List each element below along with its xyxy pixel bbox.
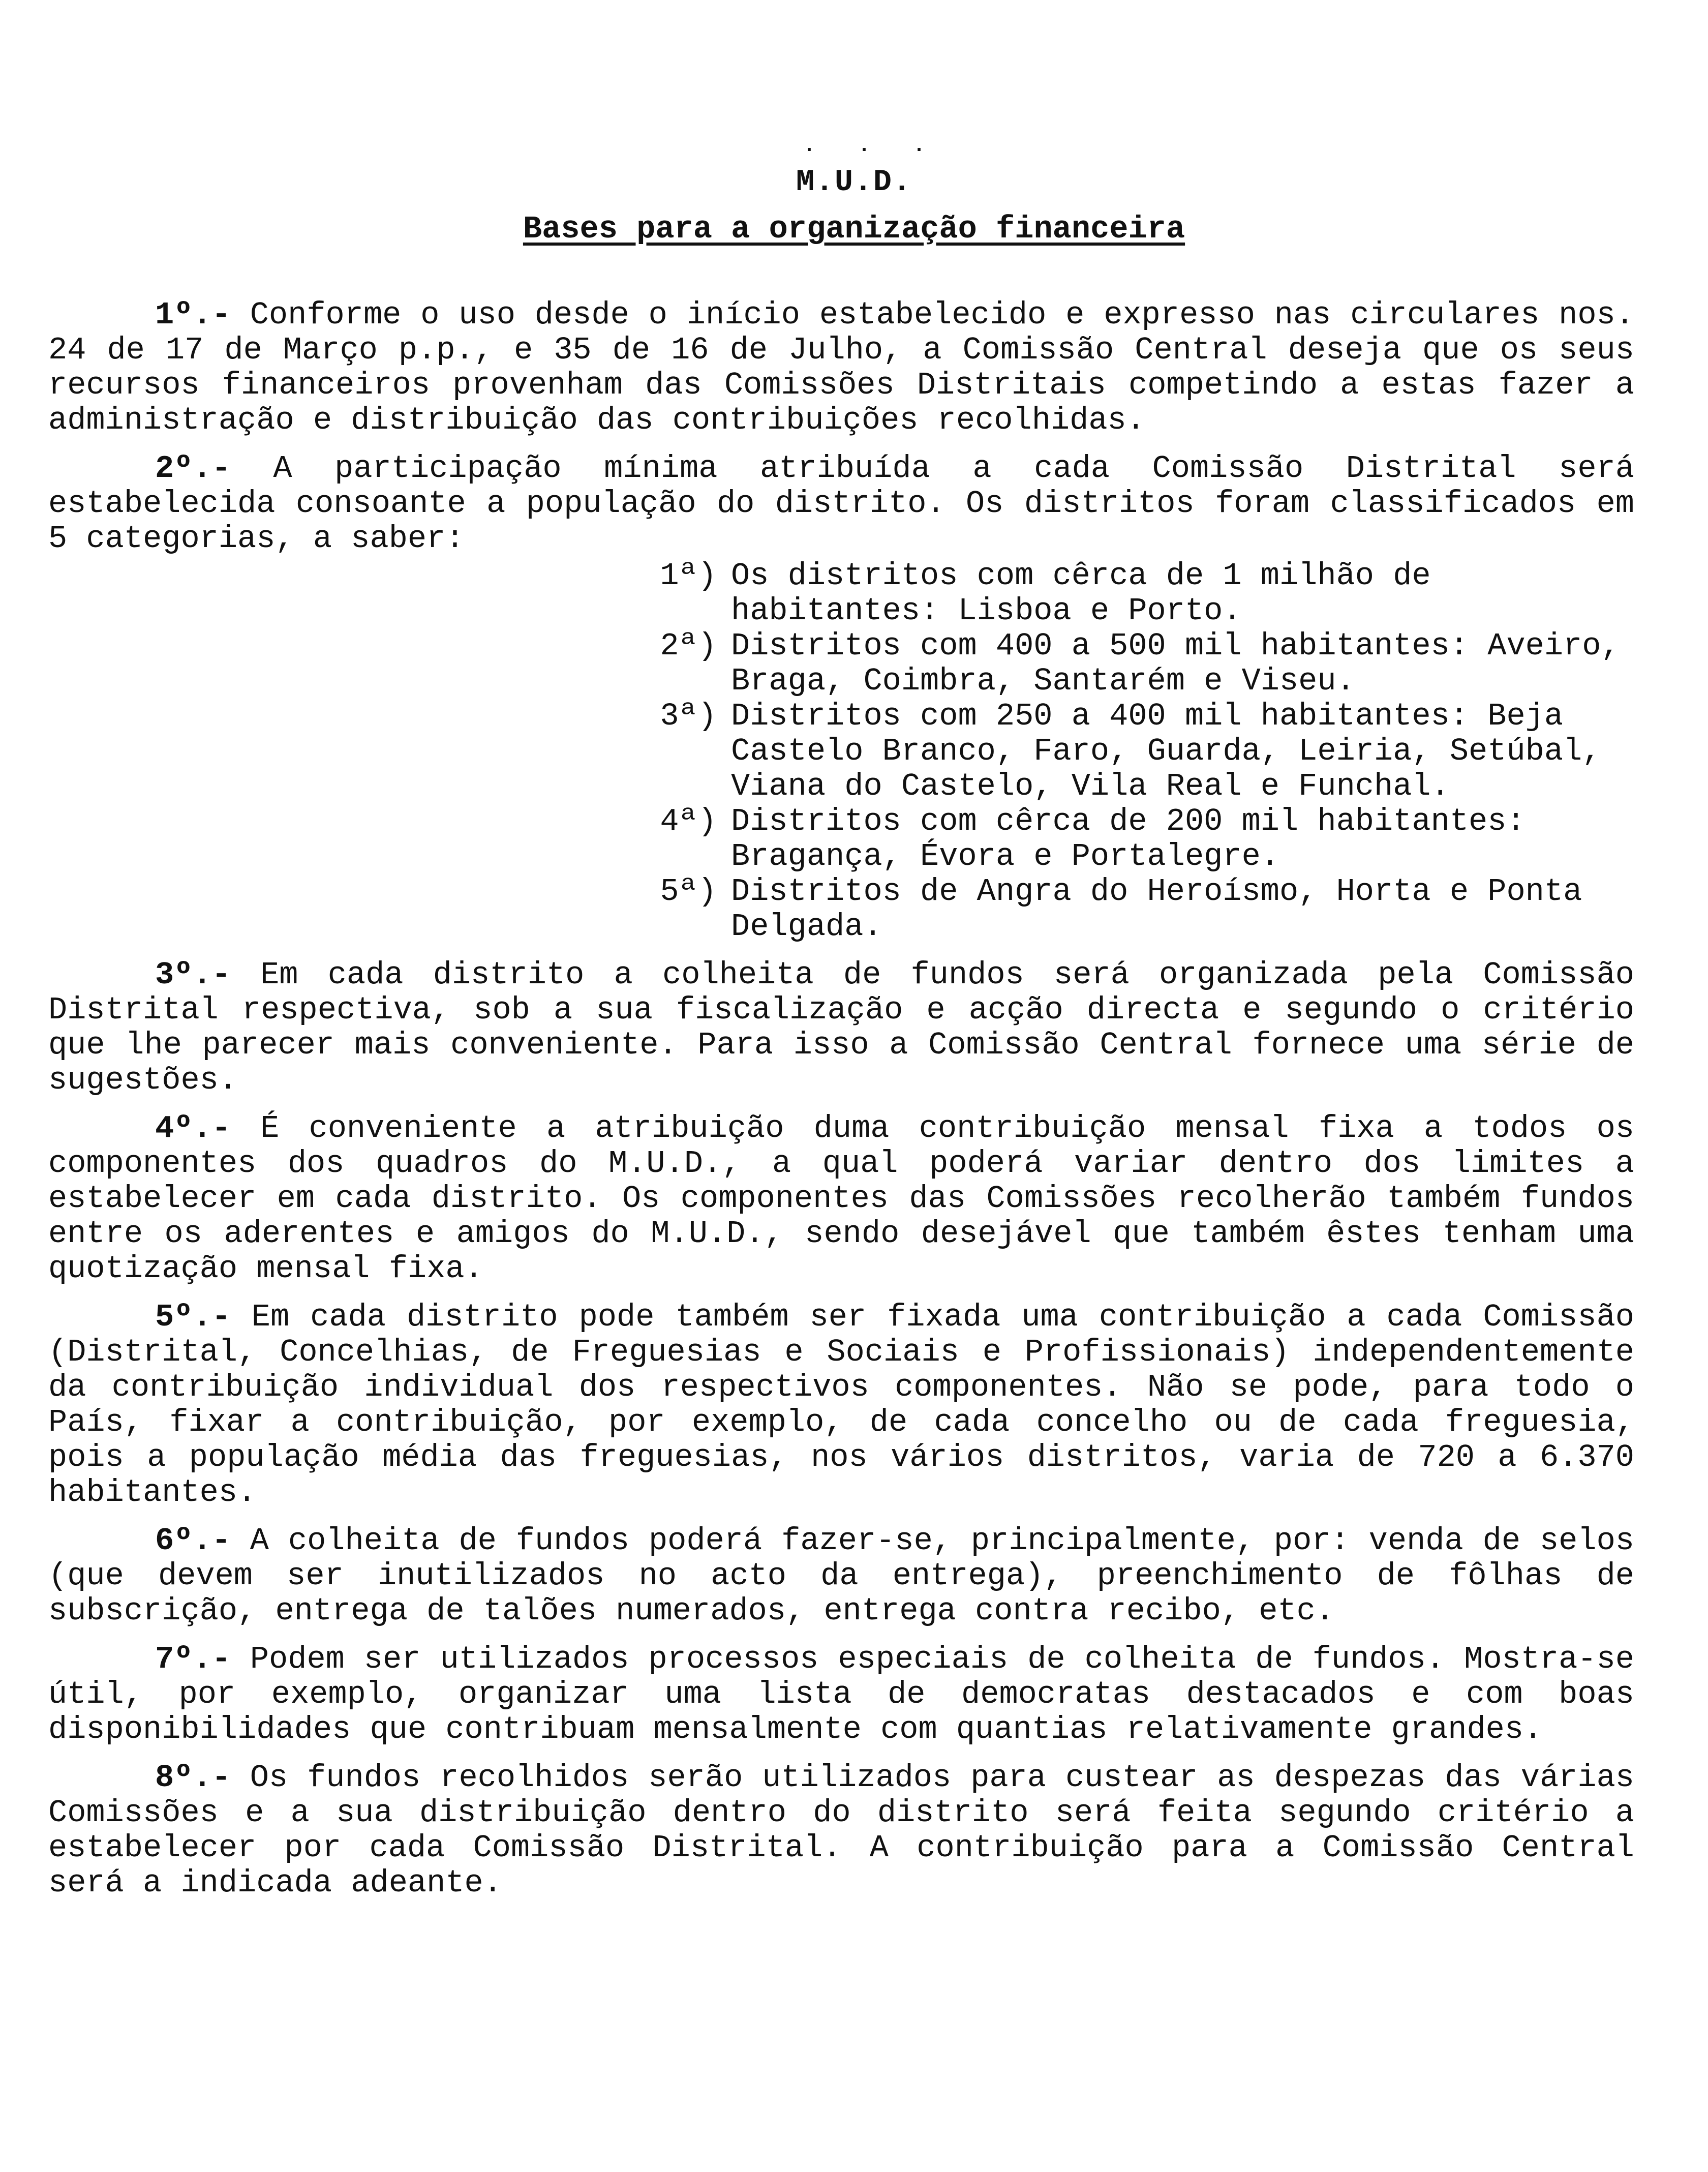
category-text: Distritos com 400 a 500 mil habitantes: Aveiro, Braga, Coimbra, Santarém e Viseu. [731,628,1620,699]
paragraph-number: 7º.- [155,1641,231,1677]
paragraph-text: Podem ser utilizados processos especiais de colheita de fundos. Mostra-se útil, por exemplo, organizar uma lista de democratas destacados e com boas disponibilidades que contribuam mensalmente com quantias relativamente grandes. [48,1641,1634,1747]
category-number: 1ª) [660,558,717,594]
organization-name: M.U.D. [796,165,912,200]
list-item [638,804,1634,874]
paragraph-8 [48,1760,1634,1900]
category-text: Distritos de Angra do Heroísmo, Horta e Ponta Delgada. [731,873,1582,945]
category-number: 3ª) [660,698,717,734]
paragraph-number: 6º.- [155,1523,231,1559]
list-item [638,874,1634,944]
list-item [638,558,1634,628]
paragraph-number: 4º.- [155,1110,231,1147]
list-item [638,628,1634,699]
paragraph-number: 2º.- [155,450,231,487]
category-number: 2ª) [660,628,717,664]
document-title: Bases para a organização financeira [523,211,1185,247]
paragraph-number: 5º.- [155,1299,231,1335]
paragraph-number: 8º.- [155,1760,231,1796]
category-text: Distritos com 250 a 400 mil habitantes: Beja Castelo Branco, Faro, Guarda, Leiria, Setúbal, Viana do Castelo, Vila Real e Funchal. [731,698,1601,804]
paragraph-2 [48,451,1634,556]
paragraph-text: É conveniente a atribuição duma contribuição mensal fixa a todos os componentes dos quadros do M.U.D., a qual poderá variar dentro dos limites a estabelecer em cada distrito. Os componentes das Comissões recolherão também fundos entre os aderentes e amigos do M.U.D., sendo desejável que também êstes tenham uma quotização mensal fixa. [48,1110,1634,1287]
paragraph-number: 1º.- [155,297,231,333]
paragraph-4 [48,1111,1634,1286]
district-categories-list [638,558,1634,944]
list-item [638,699,1634,804]
paragraph-text: Conforme o uso desde o início estabelecido e expresso nas circulares nos. 24 de 17 de Março p.p., e 35 de 16 de Julho, a Comissão Central deseja que os seus recursos financeiros provenham das Comissões Distritais competindo a estas fazer a administração e distribuição das contribuições recolhidas. [48,297,1634,438]
ink-marks: . . . [803,135,941,158]
paragraph-3 [48,957,1634,1098]
category-text: Os distritos com cêrca de 1 milhão de habitantes: Lisboa e Porto. [731,558,1431,629]
category-number: 5ª) [660,873,717,910]
paragraph-text: Em cada distrito a colheita de fundos será organizada pela Comissão Distrital respectiva, sob a sua fiscalização e acção directa e segundo o critério que lhe parecer mais conveniente. Para isso a Comissão Central fornece uma série de sugestões. [48,957,1634,1098]
paragraph-7 [48,1642,1634,1747]
paragraph-text: A colheita de fundos poderá fazer-se, principalmente, por: venda de selos (que devem ser inutilizados no acto da entrega), preenchimento de fôlhas de subscrição, entrega de talões numerados, entrega contra recibo, etc. [48,1523,1634,1629]
category-number: 4ª) [660,803,717,839]
paragraph-6 [48,1523,1634,1628]
category-text: Distritos com cêrca de 200 mil habitantes: Bragança, Évora e Portalegre. [731,803,1526,874]
paragraph-text: Em cada distrito pode também ser fixada uma contribuição a cada Comissão (Distrital, Concelhias, de Freguesias e Sociais e Profissionais) independentemente da contribuição individual dos respectivos componentes. Não se pode, para todo o País, fixar a contribuição, por exemplo, de cada concelho ou de cada freguesia, pois a população média das freguesias, nos vários distritos, varia de 720 a 6.370 habitantes. [48,1299,1634,1511]
paragraph-text: Os fundos recolhidos serão utilizados para custear as despezas das várias Comissões e a sua distribuição dentro do distrito será feita segundo critério a estabelecer por cada Comissão Distrital. A contribuição para a Comissão Central será a indicada adeante. [48,1760,1634,1901]
document-body [48,297,1634,1914]
paragraph-5 [48,1300,1634,1510]
paragraph-number: 3º.- [155,957,231,993]
paragraph-text: A participação mínima atribuída a cada Comissão Distrital será estabelecida consoante a população do distrito. Os distritos foram classificados em 5 categorias, a saber: [48,450,1634,557]
paragraph-1 [48,297,1634,438]
